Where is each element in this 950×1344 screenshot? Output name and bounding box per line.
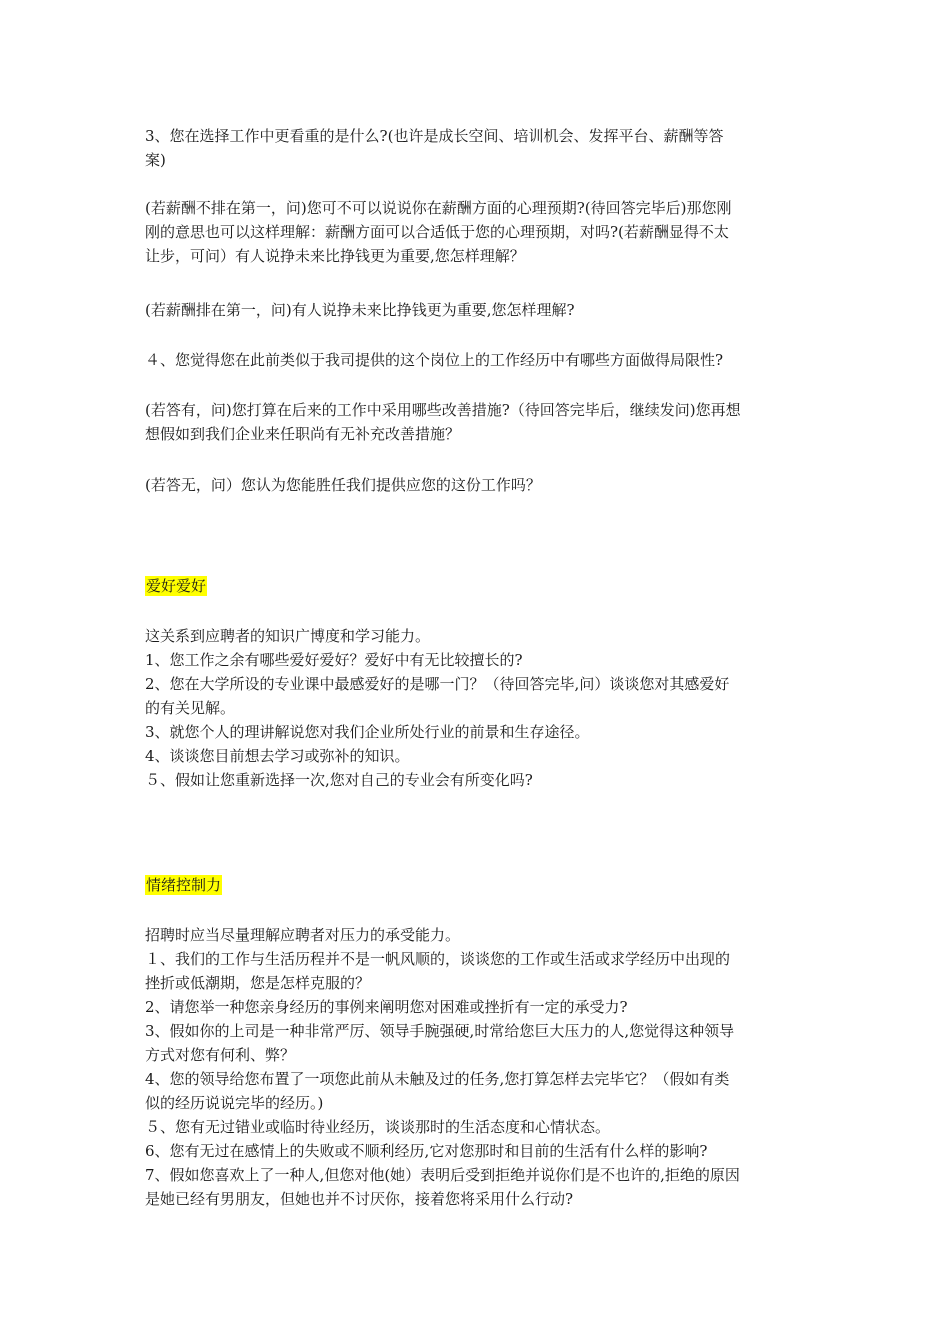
question-4-follow-up-a: [145, 398, 815, 446]
hobby-section: [145, 624, 815, 792]
text-line: 3、您在选择工作中更看重的是什么?(也许是成长空间、培训机会、发挥平台、薪酬等答: [145, 127, 724, 145]
text-line: 2、您在大学所设的专业课中最感爱好的是哪一门？（待回答完毕,问）谈谈您对其感爱好: [145, 675, 730, 693]
text-line: (若薪酬不排在第一，问)您可不可以说说你在薪酬方面的心理预期?(待回答完毕后)那您刚: [145, 199, 732, 217]
text-line: 2、请您举一种您亲身经历的事例来阐明您对困难或挫折有一定的承受力?: [145, 998, 628, 1016]
section-heading: 情绪控制力: [146, 876, 222, 894]
emotion-heading: [145, 873, 815, 897]
text-line: 方式对您有何利、弊？: [145, 1046, 296, 1064]
text-line: 刚的意思也可以这样理解：薪酬方面可以合适低于您的心理预期，对吗?(若薪酬显得不太: [145, 223, 729, 241]
text-line: 让步，可问）有人说挣未来比挣钱更为重要,您怎样理解？: [145, 247, 525, 265]
text-line: 招聘时应当尽量理解应聘者对压力的承受能力。: [145, 926, 461, 944]
question-4: [145, 348, 815, 372]
text-line: 挫折或低潮期，您是怎样克服的？: [145, 974, 371, 992]
text-line: ５、您有无过错业或临时待业经历，谈谈那时的生活态度和心情状态。: [145, 1118, 611, 1136]
text-line: 1、您工作之余有哪些爱好爱好？爱好中有无比较擅长的?: [145, 651, 523, 669]
text-line: (若答有，问)您打算在后来的工作中采用哪些改善措施?（待回答完毕后，继续发问)您再想: [145, 401, 741, 419]
text-line: 4、您的领导给您布置了一项您此前从未触及过的任务,您打算怎样去完毕它？（假如有类: [145, 1070, 730, 1088]
text-line: 想假如到我们企业来任职尚有无补充改善措施？: [145, 425, 461, 443]
text-line: 4、谈谈您目前想去学习或弥补的知识。: [145, 747, 410, 765]
text-line: １、我们的工作与生活历程并不是一帆风顺的，谈谈您的工作或生活或求学经历中出现的: [145, 950, 731, 968]
text-line: 6、您有无过在感情上的失败或不顺利经历,它对您那时和目前的生活有什么样的影响?: [145, 1142, 708, 1160]
text-line: 7、假如您喜欢上了一种人,但您对他(她）表明后受到拒绝并说你们是不也许的,拒绝的原因: [145, 1166, 740, 1184]
text-line: 的有关见解。: [145, 699, 236, 717]
text-line: 3、就您个人的理讲解说您对我们企业所处行业的前景和生存途径。: [145, 723, 590, 741]
text-line: ５、假如让您重新选择一次,您对自己的专业会有所变化吗?: [145, 771, 533, 789]
text-line: 似的经历说说完毕的经历。): [145, 1094, 324, 1112]
text-line: 案): [145, 151, 166, 169]
text-line: (若答无，问）您认为您能胜任我们提供应您的这份工作吗？: [145, 476, 541, 494]
question-4-follow-up-b: [145, 473, 815, 497]
emotion-section: [145, 923, 815, 1211]
text-line: (若薪酬排在第一，问)有人说挣未来比挣钱更为重要,您怎样理解?: [145, 301, 575, 319]
text-line: 是她已经有男朋友，但她也并不讨厌你，接着您将采用什么行动?: [145, 1190, 574, 1208]
question-3: [145, 124, 815, 172]
question-3-follow-up-b: [145, 298, 815, 322]
text-line: 3、假如你的上司是一种非常严厉、领导手腕强硬,时常给您巨大压力的人,您觉得这种领导: [145, 1022, 735, 1040]
question-3-follow-up-a: [145, 196, 815, 268]
hobby-heading: [145, 574, 815, 598]
text-line: ４、您觉得您在此前类似于我司提供的这个岗位上的工作经历中有哪些方面做得局限性?: [145, 351, 724, 369]
text-line: 这关系到应聘者的知识广博度和学习能力。: [145, 627, 431, 645]
section-heading: 爱好爱好: [146, 577, 207, 595]
